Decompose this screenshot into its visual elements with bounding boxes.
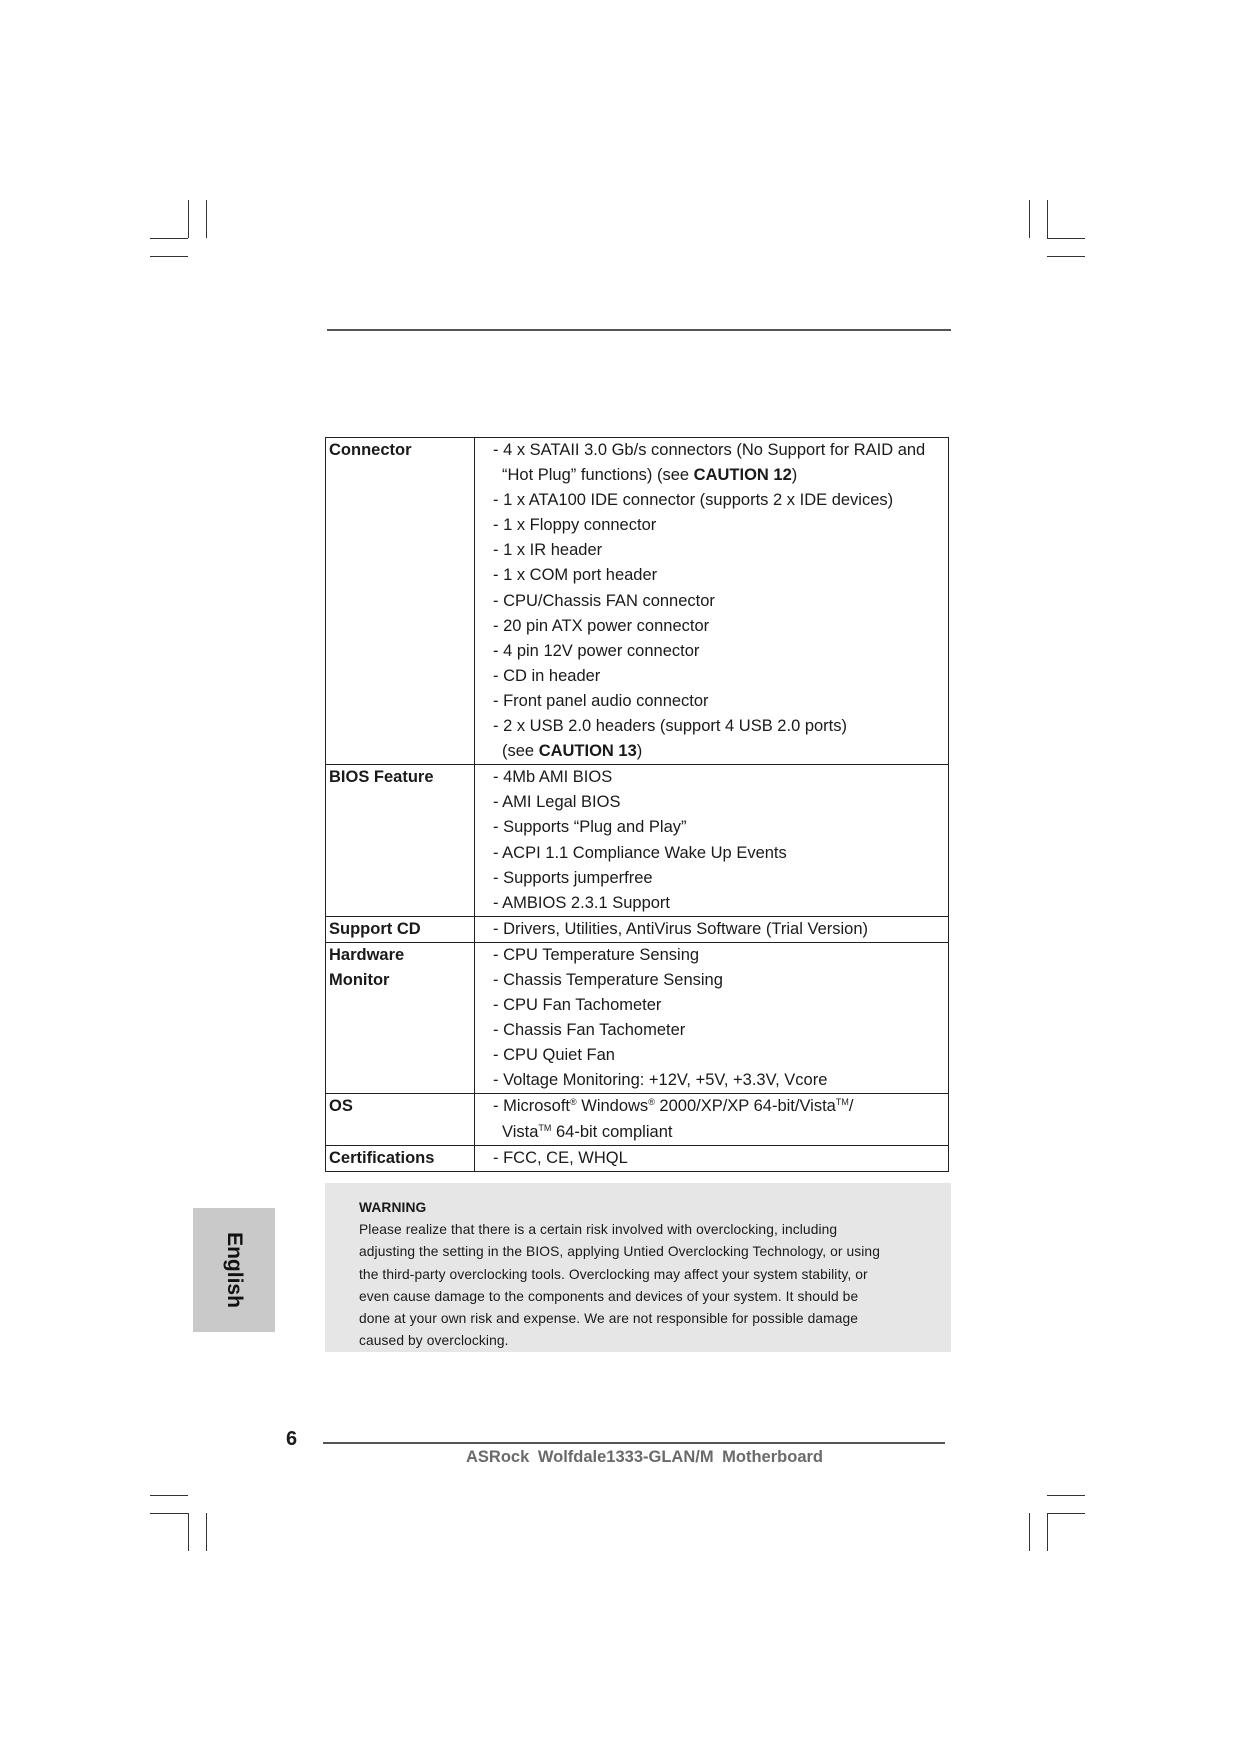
spec-row	[326, 1094, 949, 1145]
spec-label-cell	[326, 1094, 475, 1145]
superscript-mark: ®	[648, 1097, 655, 1108]
superscript-mark: ®	[570, 1097, 577, 1108]
spec-text: - Microsoft	[493, 1097, 571, 1116]
spec-text: - AMI Legal BIOS	[493, 793, 621, 812]
crop-mark	[1029, 200, 1030, 238]
spec-label: Monitor	[329, 970, 390, 989]
spec-row	[326, 942, 949, 1094]
spec-text: - 20 pin ATX power connector	[493, 616, 710, 635]
caution-reference: CAUTION 12	[693, 466, 792, 485]
language-tab	[193, 1208, 275, 1332]
spec-text: - ACPI 1.1 Compliance Wake Up Events	[493, 843, 787, 862]
spec-value-line	[493, 917, 948, 942]
spec-values-cell	[475, 916, 949, 942]
spec-value-line	[493, 438, 948, 463]
spec-text: (see	[502, 742, 539, 761]
spec-row	[326, 438, 949, 765]
spec-text: 64-bit compliant	[551, 1122, 673, 1141]
warning-line: even cause damage to the components and devices of your system. It should be	[359, 1288, 859, 1304]
spec-value-line	[493, 563, 948, 588]
crop-mark	[150, 256, 188, 257]
crop-mark	[1047, 1513, 1085, 1514]
spec-label: Certifications	[329, 1148, 435, 1167]
spec-text: Vista	[502, 1122, 539, 1141]
crop-mark	[188, 200, 189, 238]
spec-text: - CPU/Chassis FAN connector	[493, 591, 715, 610]
spec-text: - Voltage Monitoring: +12V, +5V, +3.3V, Vcore	[493, 1071, 828, 1090]
spec-values-cell	[475, 942, 949, 1094]
spec-value-line	[493, 1018, 948, 1043]
spec-text: - Supports jumperfree	[493, 868, 653, 887]
spec-text: - CPU Quiet Fan	[493, 1046, 615, 1065]
spec-text: - 4 pin 12V power connector	[493, 641, 700, 660]
spec-value-line	[493, 1094, 948, 1119]
spec-label-cell	[326, 942, 475, 1094]
warning-line: done at your own risk and expense. We are not responsible for possible damage	[359, 1311, 859, 1327]
spec-value-line	[493, 1120, 948, 1145]
spec-text: - 1 x ATA100 IDE connector (supports 2 x IDE devices)	[493, 491, 894, 510]
superscript-mark: TM	[538, 1122, 552, 1133]
footer-rule	[323, 1442, 945, 1444]
specifications-table	[325, 437, 949, 1172]
spec-label: Connector	[329, 441, 412, 459]
spec-text: - Drivers, Utilities, AntiVirus Software (Trial Version)	[493, 919, 869, 938]
spec-value-line	[493, 538, 948, 563]
spec-text: - 4Mb AMI BIOS	[493, 768, 613, 787]
warning-line: caused by overclocking.	[359, 1333, 509, 1349]
crop-mark	[150, 238, 188, 239]
spec-value-line	[493, 589, 948, 614]
crop-mark	[150, 1513, 188, 1514]
crop-mark	[206, 200, 207, 238]
crop-mark	[1047, 200, 1048, 238]
warning-box	[325, 1183, 951, 1352]
spec-value-line	[493, 943, 948, 968]
spec-text: - 1 x Floppy connector	[493, 516, 657, 535]
spec-text: - Chassis Fan Tachometer	[493, 1021, 686, 1040]
spec-text: “Hot Plug” functions) (see	[502, 466, 694, 485]
spec-label: Hardware	[329, 945, 405, 964]
spec-value-line	[493, 765, 948, 790]
spec-text: - 1 x COM port header	[493, 566, 658, 585]
spec-text: )	[636, 742, 643, 761]
spec-value-line	[493, 790, 948, 815]
spec-text: - Chassis Temperature Sensing	[493, 970, 723, 989]
crop-mark	[188, 1513, 189, 1551]
spec-value-line	[493, 891, 948, 916]
spec-values-cell	[475, 1094, 949, 1145]
spec-value-line	[493, 1043, 948, 1068]
spec-value-line	[493, 463, 948, 488]
spec-value-line	[493, 815, 948, 840]
warning-line: the third-party overclocking tools. Overclocking may affect your system stability, or	[359, 1266, 868, 1282]
crop-mark	[1047, 238, 1085, 239]
spec-row	[326, 916, 949, 942]
spec-row	[326, 765, 949, 917]
spec-text: Windows	[576, 1097, 649, 1116]
spec-value-line	[493, 1068, 948, 1093]
spec-text: - 2 x USB 2.0 headers (support 4 USB 2.0 ports)	[493, 717, 848, 736]
crop-mark	[1047, 1495, 1085, 1496]
warning-title: WARNING	[359, 1200, 427, 1215]
spec-value-line	[493, 714, 948, 739]
spec-text: - Front panel audio connector	[493, 691, 709, 710]
spec-text: - AMBIOS 2.3.1 Support	[493, 893, 671, 912]
spec-value-line	[493, 841, 948, 866]
spec-text: /	[848, 1097, 854, 1116]
spec-value-line	[493, 513, 948, 538]
spec-value-line	[493, 488, 948, 513]
crop-mark	[150, 1495, 188, 1496]
spec-value-line	[493, 1146, 948, 1171]
spec-values-cell	[475, 438, 949, 765]
superscript-mark: TM	[835, 1097, 849, 1108]
spec-value-line	[493, 689, 948, 714]
language-tab-label: English	[223, 1232, 246, 1308]
spec-label: Support CD	[329, 919, 421, 938]
spec-text: )	[791, 466, 798, 485]
spec-values-cell	[475, 1145, 949, 1171]
spec-text: - FCC, CE, WHQL	[493, 1148, 628, 1167]
crop-mark	[1047, 1513, 1048, 1551]
spec-row	[326, 1145, 949, 1171]
spec-value-line	[493, 664, 948, 689]
spec-label: BIOS Feature	[329, 768, 434, 787]
spec-values-cell	[475, 765, 949, 917]
crop-mark	[1047, 256, 1085, 257]
crop-mark	[206, 1513, 207, 1551]
spec-value-line	[493, 993, 948, 1018]
spec-text: - CPU Fan Tachometer	[493, 996, 662, 1015]
spec-label: OS	[329, 1097, 353, 1116]
spec-text: 2000/XP/XP 64-bit/Vista	[654, 1097, 836, 1116]
spec-text: - 4 x SATAII 3.0 Gb/s connectors (No Support for RAID and	[493, 441, 926, 459]
spec-text: - Supports “Plug and Play”	[493, 818, 687, 837]
crop-mark	[1029, 1513, 1030, 1551]
spec-text: - CPU Temperature Sensing	[493, 945, 700, 964]
spec-label-cell	[326, 765, 475, 917]
spec-value-line	[493, 639, 948, 664]
spec-value-line	[493, 614, 948, 639]
caution-reference: CAUTION 13	[538, 742, 637, 761]
spec-text: - 1 x IR header	[493, 541, 603, 560]
spec-label-cell	[326, 1145, 475, 1171]
spec-value-line	[493, 968, 948, 993]
warning-line: Please realize that there is a certain risk involved with overclocking, including	[359, 1222, 838, 1238]
spec-label-cell	[326, 916, 475, 942]
page-number: 6	[286, 1428, 298, 1450]
warning-line: adjusting the setting in the BIOS, applying Untied Overclocking Technology, or using	[359, 1244, 880, 1260]
spec-value-line	[493, 866, 948, 891]
spec-text: - CD in header	[493, 666, 601, 685]
header-rule	[327, 329, 951, 331]
spec-label-cell	[326, 438, 475, 765]
footer-title: ASRock Wolfdale1333-GLAN/M Motherboard	[466, 1448, 823, 1466]
spec-value-line	[493, 739, 948, 764]
